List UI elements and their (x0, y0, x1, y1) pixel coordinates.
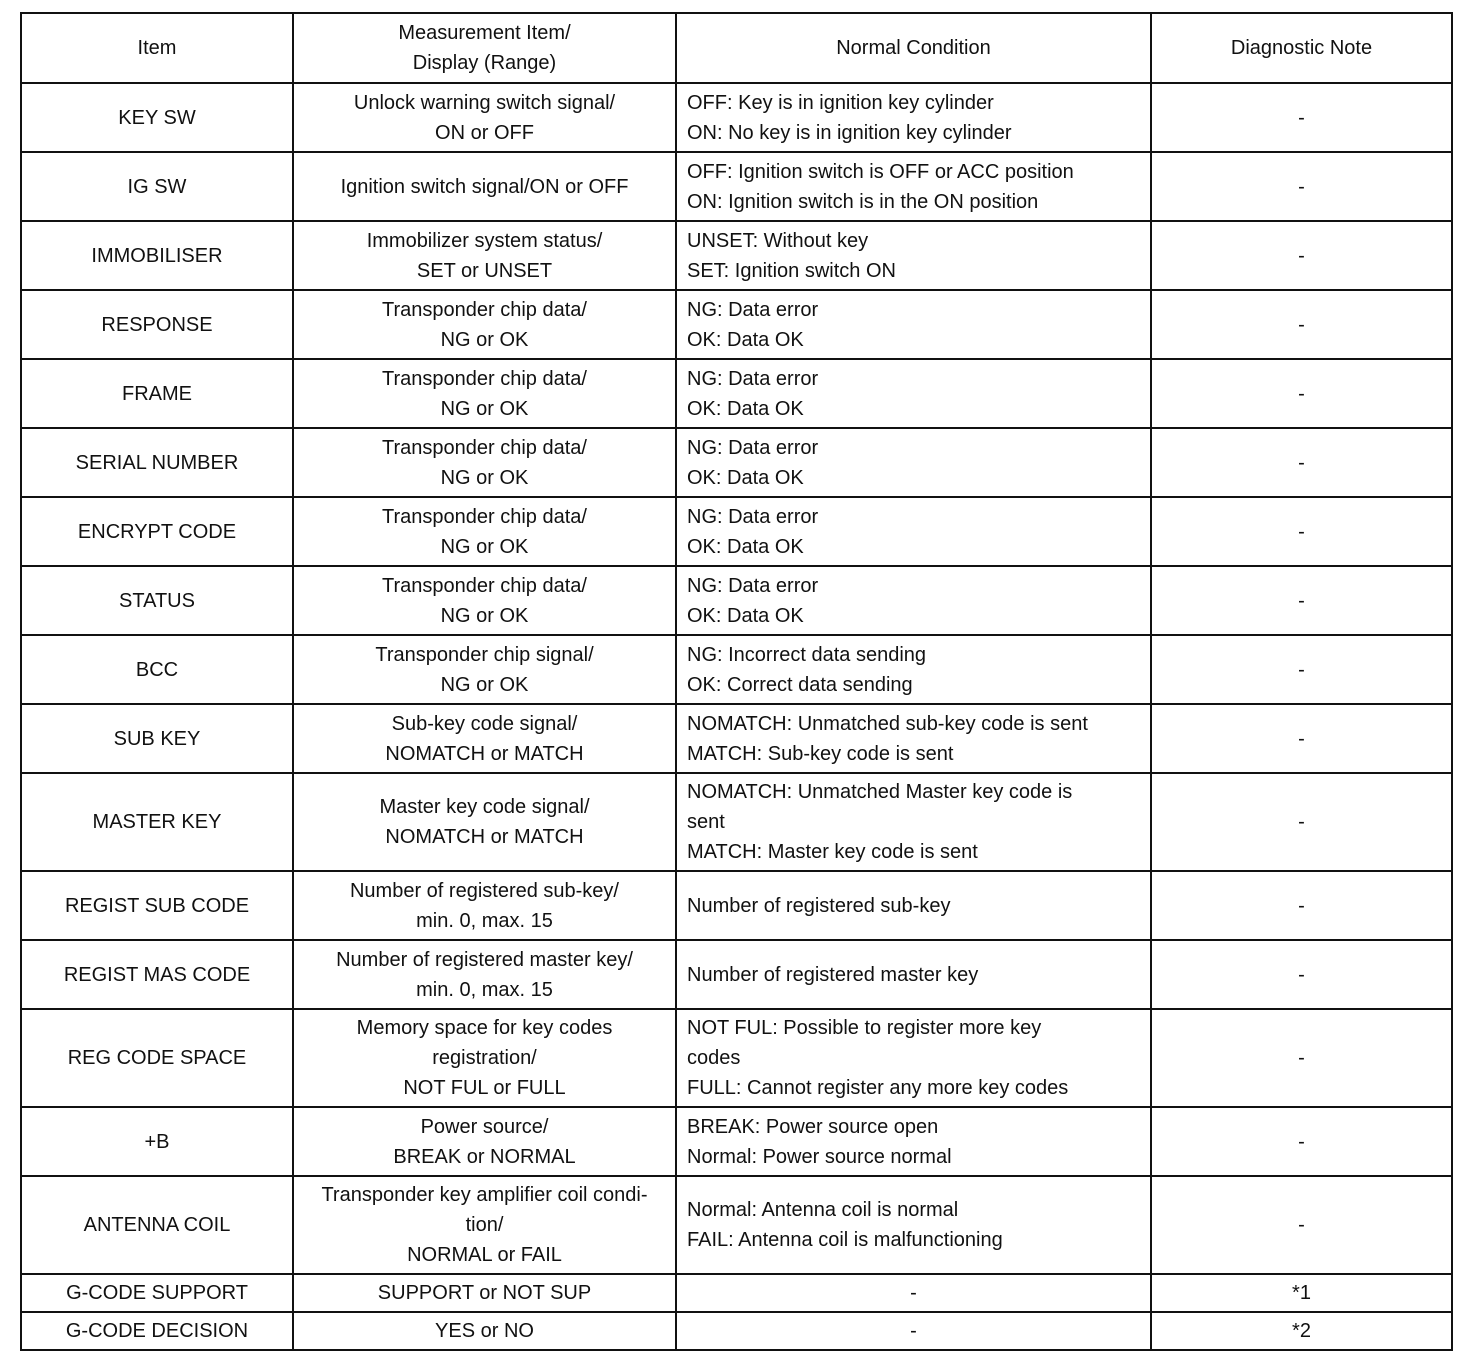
measurement-cell: Sub-key code signal/ NOMATCH or MATCH (293, 704, 676, 773)
normal-condition-cell: NOMATCH: Unmatched sub-key code is sent MATCH: Sub-key code is sent (676, 704, 1151, 773)
normal-condition-cell: UNSET: Without key SET: Ignition switch ON (676, 221, 1151, 290)
header-diagnostic-note: Diagnostic Note (1151, 13, 1452, 83)
item-cell: SUB KEY (21, 704, 293, 773)
normal-condition-cell: NOT FUL: Possible to register more key codes FULL: Cannot register any more key codes (676, 1009, 1151, 1107)
table-row (21, 566, 1452, 635)
normal-condition-cell: NG: Incorrect data sending OK: Correct data sending (676, 635, 1151, 704)
table-row (21, 497, 1452, 566)
table-row (21, 635, 1452, 704)
normal-condition-cell: BREAK: Power source open Normal: Power source normal (676, 1107, 1151, 1176)
item-cell: REGIST SUB CODE (21, 871, 293, 940)
normal-condition-cell: Normal: Antenna coil is normal FAIL: Antenna coil is malfunctioning (676, 1176, 1151, 1274)
diagnostic-note-cell: - (1151, 290, 1452, 359)
measurement-cell: Unlock warning switch signal/ ON or OFF (293, 83, 676, 152)
normal-condition-cell: NOMATCH: Unmatched Master key code is sent MATCH: Master key code is sent (676, 773, 1151, 871)
measurement-cell: Transponder chip signal/ NG or OK (293, 635, 676, 704)
measurement-cell: Transponder chip data/ NG or OK (293, 428, 676, 497)
item-cell: ANTENNA COIL (21, 1176, 293, 1274)
item-cell: REGIST MAS CODE (21, 940, 293, 1009)
measurement-cell: Transponder chip data/ NG or OK (293, 290, 676, 359)
measurement-cell: Transponder chip data/ NG or OK (293, 359, 676, 428)
measurement-cell: Power source/ BREAK or NORMAL (293, 1107, 676, 1176)
diagnostic-note-cell: - (1151, 940, 1452, 1009)
diagnostic-note-cell: - (1151, 704, 1452, 773)
diagnostic-note-cell: - (1151, 359, 1452, 428)
table-row (21, 1107, 1452, 1176)
measurement-cell: Memory space for key codes registration/ NOT FUL or FULL (293, 1009, 676, 1107)
table-row (21, 428, 1452, 497)
table-row (21, 940, 1452, 1009)
measurement-cell: Transponder chip data/ NG or OK (293, 497, 676, 566)
measurement-cell: Immobilizer system status/ SET or UNSET (293, 221, 676, 290)
item-cell: +B (21, 1107, 293, 1176)
measurement-cell: YES or NO (293, 1312, 676, 1350)
diagnostic-note-cell: - (1151, 152, 1452, 221)
item-cell: KEY SW (21, 83, 293, 152)
measurement-cell: Transponder chip data/ NG or OK (293, 566, 676, 635)
measurement-cell: Transponder key amplifier coil condi- tion/ NORMAL or FAIL (293, 1176, 676, 1274)
diagnostic-note-cell: - (1151, 635, 1452, 704)
item-cell: ENCRYPT CODE (21, 497, 293, 566)
measurement-cell: Master key code signal/ NOMATCH or MATCH (293, 773, 676, 871)
table-row (21, 290, 1452, 359)
table-row (21, 773, 1452, 871)
normal-condition-cell: NG: Data error OK: Data OK (676, 290, 1151, 359)
normal-condition-cell: - (676, 1312, 1151, 1350)
normal-condition-cell: Number of registered master key (676, 940, 1151, 1009)
diagnostic-note-cell: - (1151, 871, 1452, 940)
normal-condition-cell: NG: Data error OK: Data OK (676, 566, 1151, 635)
measurement-cell: Ignition switch signal/ON or OFF (293, 152, 676, 221)
item-cell: G-CODE DECISION (21, 1312, 293, 1350)
item-cell: IMMOBILISER (21, 221, 293, 290)
item-cell: IG SW (21, 152, 293, 221)
item-cell: FRAME (21, 359, 293, 428)
normal-condition-cell: NG: Data error OK: Data OK (676, 359, 1151, 428)
header-normal-condition: Normal Condition (676, 13, 1151, 83)
diagnostic-note-cell: - (1151, 1176, 1452, 1274)
diagnostic-note-cell: - (1151, 428, 1452, 497)
normal-condition-cell: - (676, 1274, 1151, 1312)
table-row (21, 704, 1452, 773)
table-row (21, 1274, 1452, 1312)
diagnostic-note-cell: - (1151, 1107, 1452, 1176)
normal-condition-cell: Number of registered sub-key (676, 871, 1151, 940)
measurement-cell: Number of registered master key/ min. 0, max. 15 (293, 940, 676, 1009)
diagnostic-note-cell: - (1151, 497, 1452, 566)
diagnostic-note-cell: - (1151, 773, 1452, 871)
item-cell: RESPONSE (21, 290, 293, 359)
diagnostic-note-cell: *1 (1151, 1274, 1452, 1312)
table-row (21, 1176, 1452, 1274)
table-row (21, 359, 1452, 428)
diagnostic-note-cell: - (1151, 566, 1452, 635)
table-row (21, 1009, 1452, 1107)
data-list-table (20, 12, 1453, 1351)
normal-condition-cell: OFF: Key is in ignition key cylinder ON: No key is in ignition key cylinder (676, 83, 1151, 152)
item-cell: MASTER KEY (21, 773, 293, 871)
normal-condition-cell: NG: Data error OK: Data OK (676, 497, 1151, 566)
diagnostic-note-cell: - (1151, 83, 1452, 152)
header-measurement: Measurement Item/ Display (Range) (293, 13, 676, 83)
measurement-cell: Number of registered sub-key/ min. 0, max. 15 (293, 871, 676, 940)
item-cell: BCC (21, 635, 293, 704)
normal-condition-cell: NG: Data error OK: Data OK (676, 428, 1151, 497)
item-cell: SERIAL NUMBER (21, 428, 293, 497)
table-row (21, 152, 1452, 221)
table-row (21, 1312, 1452, 1350)
table-row (21, 83, 1452, 152)
normal-condition-cell: OFF: Ignition switch is OFF or ACC position ON: Ignition switch is in the ON position (676, 152, 1151, 221)
header-row (21, 13, 1452, 83)
table-row (21, 871, 1452, 940)
diagnostic-note-cell: *2 (1151, 1312, 1452, 1350)
diagnostic-note-cell: - (1151, 221, 1452, 290)
item-cell: G-CODE SUPPORT (21, 1274, 293, 1312)
item-cell: REG CODE SPACE (21, 1009, 293, 1107)
diagnostic-note-cell: - (1151, 1009, 1452, 1107)
measurement-cell: SUPPORT or NOT SUP (293, 1274, 676, 1312)
item-cell: STATUS (21, 566, 293, 635)
table-row (21, 221, 1452, 290)
header-item: Item (21, 13, 293, 83)
